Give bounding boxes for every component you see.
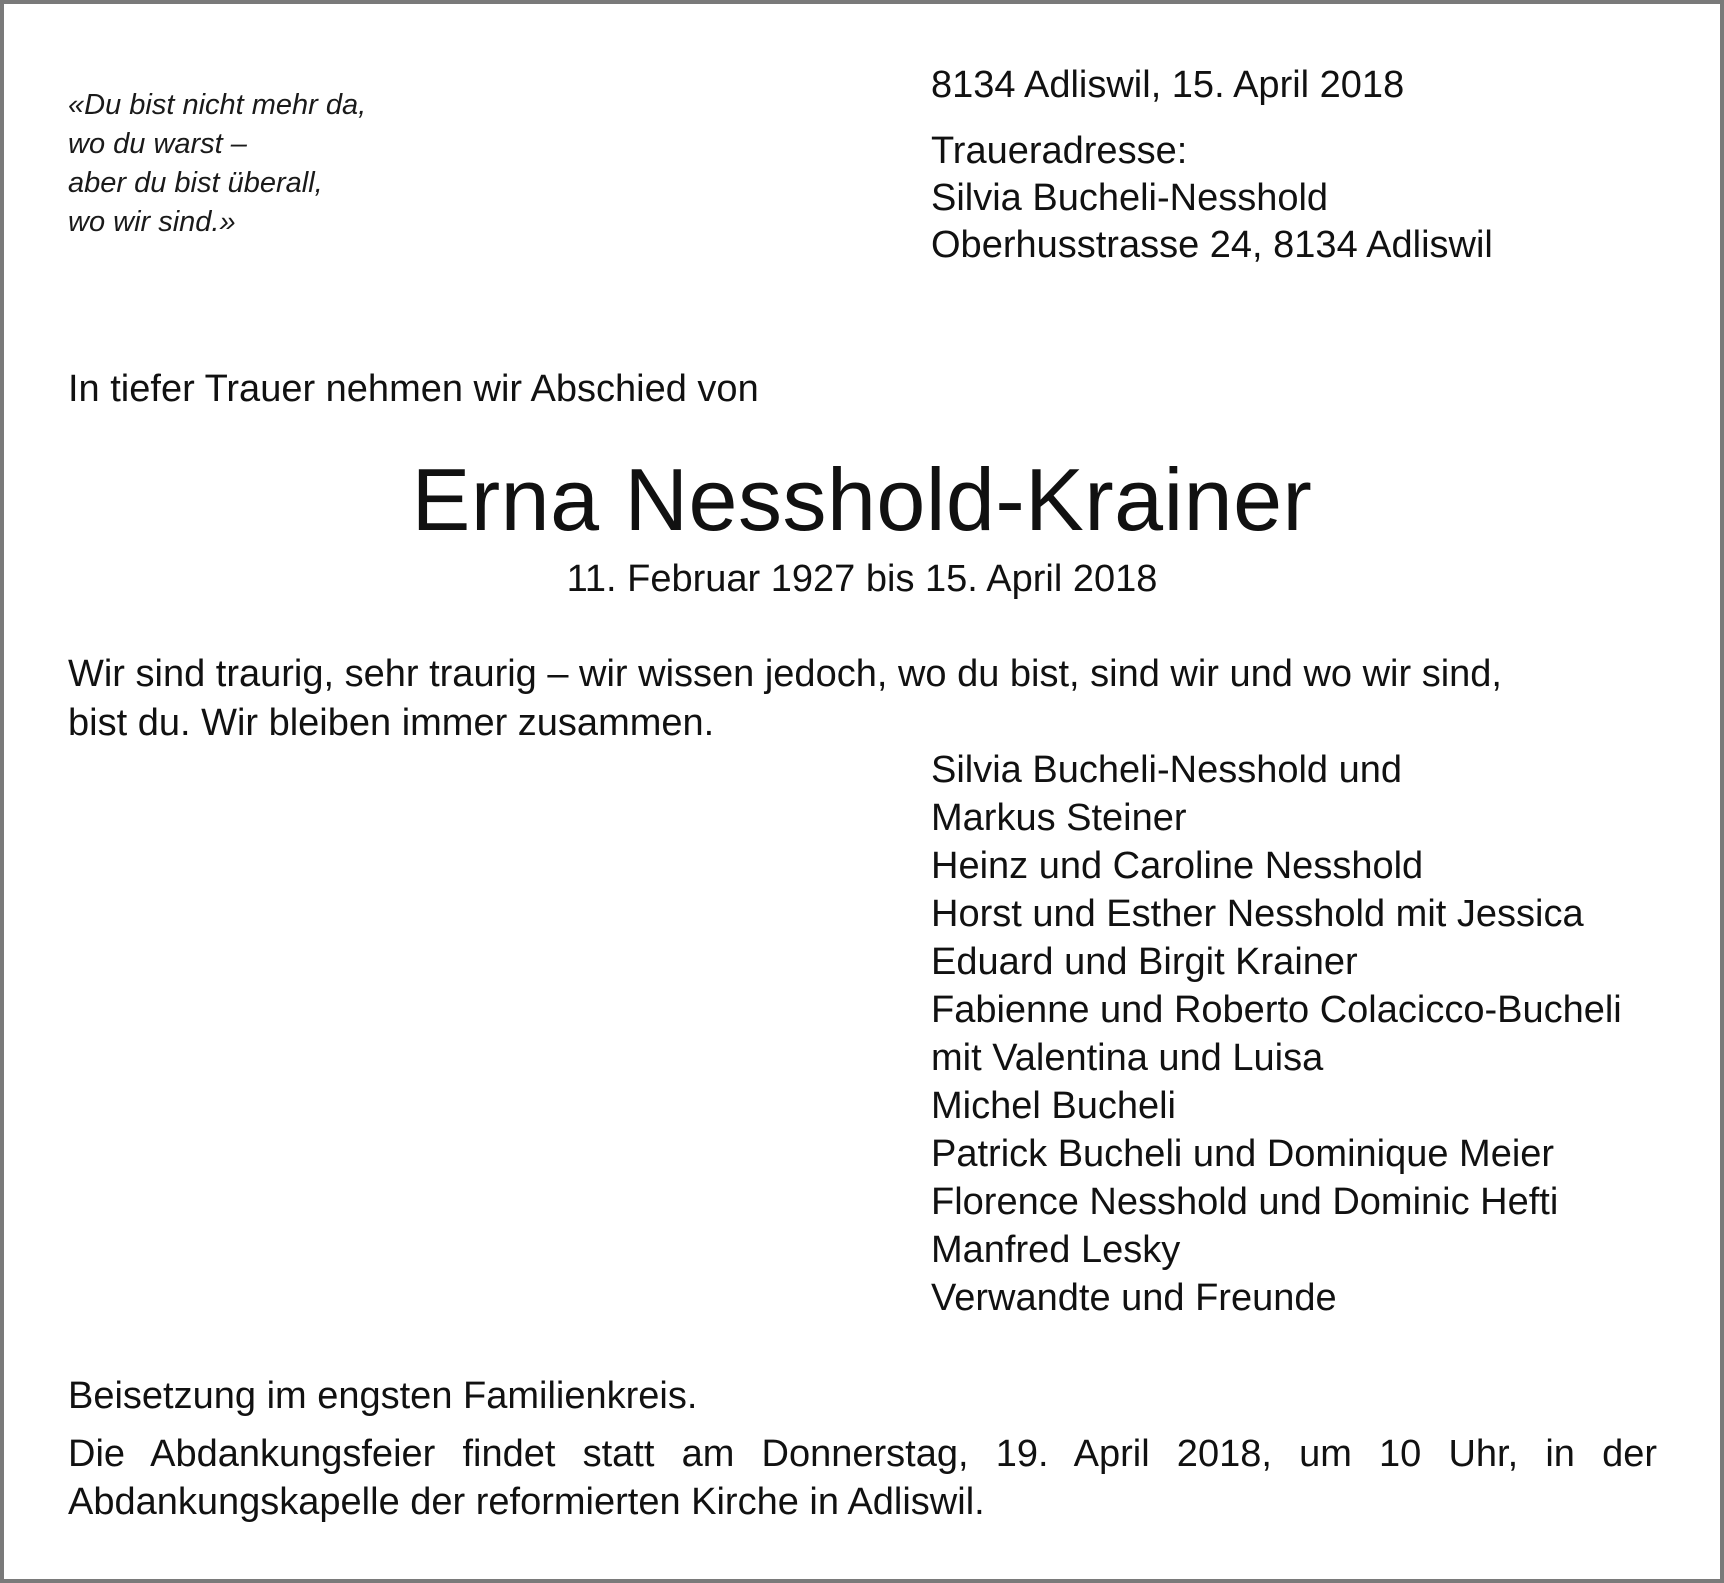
mourner-line: mit Valentina und Luisa [931,1037,1324,1079]
address-label: Traueradresse: [931,130,1188,172]
mourner-line: Fabienne und Roberto Colacicco-Bucheli [931,989,1622,1031]
motto-quote [68,86,366,242]
mourner-line: Heinz und Caroline Nesshold [931,845,1424,887]
ceremony-line: Abdankungskapelle der reformierten Kirche in Adliswil. [68,1481,985,1523]
intro-text: In tiefer Trauer nehmen wir Abschied von [68,368,759,410]
mourner-line: Silvia Bucheli-Nesshold und [931,749,1403,791]
mourner-line: Eduard und Birgit Krainer [931,941,1358,983]
mourner-line: Verwandte und Freunde [931,1277,1337,1319]
mourner-line: Horst und Esther Nesshold mit Jessica [931,893,1584,935]
mourner-line: Manfred Lesky [931,1229,1181,1271]
ceremony-note [68,1430,1657,1526]
ceremony-line: Die Abdankungsfeier findet statt am Donnerstag, 19. April 2018, um 10 Uhr, in der [68,1433,1657,1475]
mourner-line: Florence Nesshold und Dominic Hefti [931,1181,1559,1223]
address-street: Oberhusstrasse 24, 8134 Adliswil [931,224,1493,266]
message-text [68,650,1660,748]
motto-line: wo wir sind.» [68,206,236,238]
motto-line: aber du bist überall, [68,167,323,199]
place-date: 8134 Adliswil, 15. April 2018 [931,64,1405,106]
message-line: Wir sind traurig, sehr traurig – wir wissen jedoch, wo du bist, sind wir und wo wir sind, [68,653,1502,695]
mourners-list [931,746,1622,1322]
deceased-name: Erna Nesshold-Krainer [411,450,1313,549]
mourner-line: Markus Steiner [931,797,1187,839]
burial-note: Beisetzung im engsten Familienkreis. [68,1375,698,1417]
motto-line: «Du bist nicht mehr da, [68,89,367,121]
mourner-line: Patrick Bucheli und Dominique Meier [931,1133,1555,1175]
address-name: Silvia Bucheli-Nesshold [931,177,1329,219]
motto-line: wo du warst – [68,128,247,160]
mourning-address [931,128,1493,269]
mourner-line: Michel Bucheli [931,1085,1176,1127]
life-dates: 11. Februar 1927 bis 15. April 2018 [566,558,1158,600]
message-line: bist du. Wir bleiben immer zusammen. [68,702,715,744]
